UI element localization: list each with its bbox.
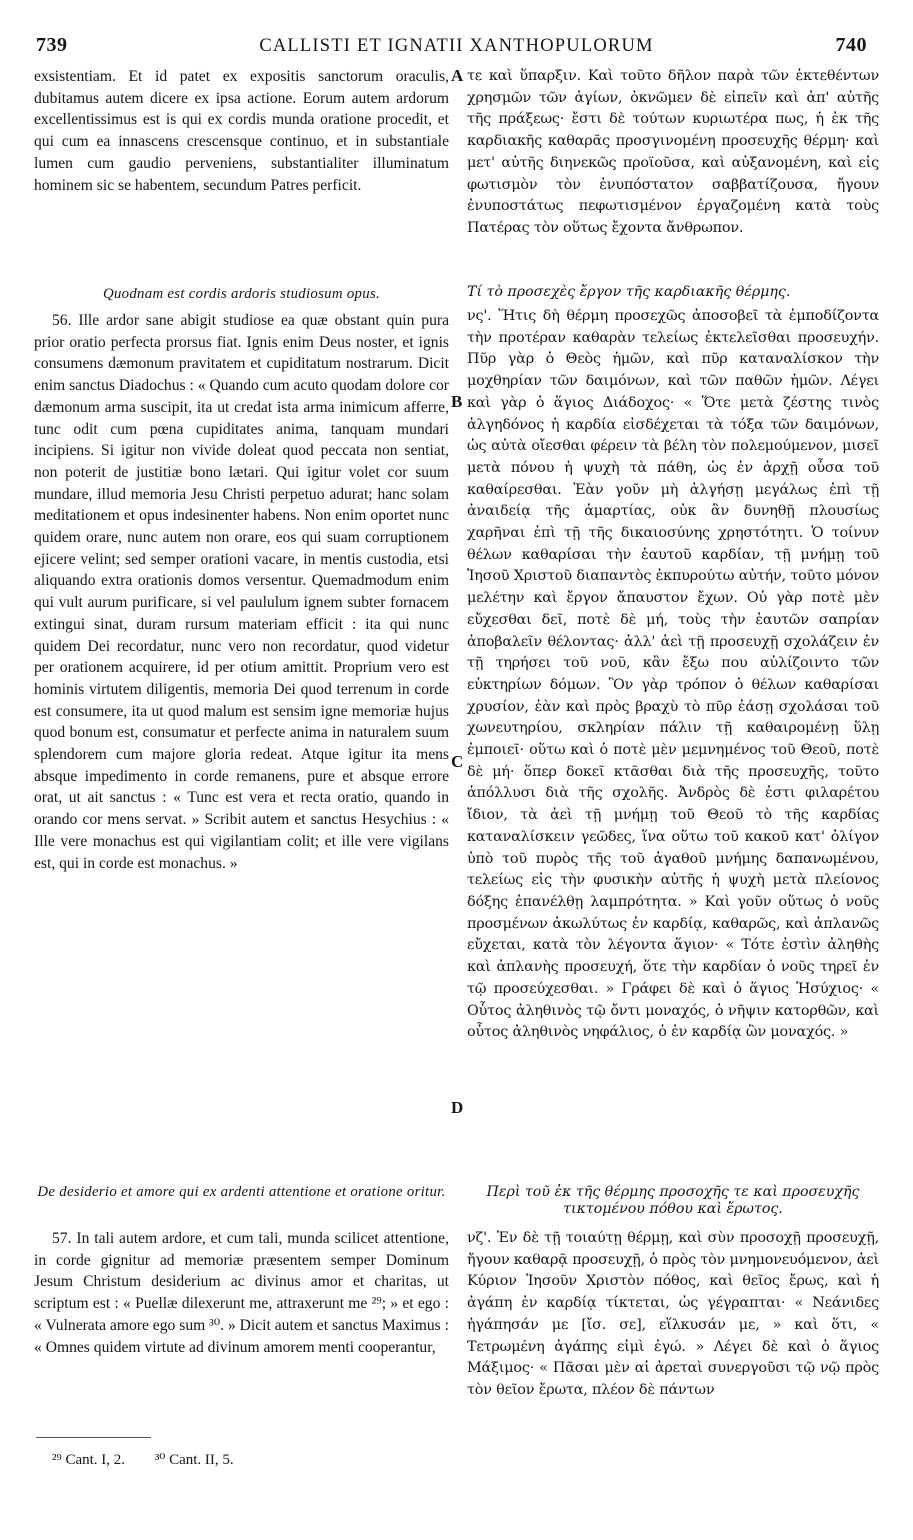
latin-paragraph-55-end: exsistentiam. Et id patet ex expositis sanctorum oraculis, dubitamus autem dicere ex ipsa actione. Eorum autem ardorum excellentissimus est is qui ex cordis munda oratione procedit, et qui cum ea innascens crescensque continuo, et in substantiale lumen cum gaudio perveniens, substantialiter illuminatum hominem sic se habentem, secundum Patres perficit. xyxy=(34,68,449,194)
latin-paragraph-57: 57. In tali autem ardore, et cum tali, munda scilicet attentione, in corde gignitur ad memoriæ præsentem semper Dominum Jesum Christum desiderium ac divinus amor et charitas, ut scriptum est : « Puellæ dilexerunt me, attraxerunt me ²⁹; » et ego : « Vulnerata amore ego sum ³⁰. » Dicit autem et sanctus Maximus : « Omnes quidem virtute ad divinum amorem menti cooperantur, xyxy=(34,1230,449,1356)
greek-heading-57: Περὶ τοῦ ἐκ τῆς θέρμης προσοχῆς τε καὶ προσευχῆς τικτομένου πόθου καὶ ἔρωτος. xyxy=(486,1184,860,1217)
margin-letter-d: D xyxy=(451,1098,464,1117)
running-head xyxy=(0,34,913,58)
latin-heading-57: De desiderio et amore qui ex ardenti attentione et oratione oritur. xyxy=(37,1184,446,1200)
page-number-left: 739 xyxy=(36,34,68,56)
footnote-30: ³⁰ Cant. II, 5. xyxy=(154,1452,234,1468)
footnote-rule xyxy=(36,1437,151,1438)
footnote-29: ²⁹ Cant. I, 2. xyxy=(52,1452,126,1468)
latin-paragraph-56: 56. Ille ardor sane abigit studiose ea quæ obstant quin pura prior oratio perfecta prorsus fiat. Ignis enim Deus noster, et ignis consumens dæmonum pravitatem et cupiditatum nostrarum. Dicit enim sanctus Diadochus : « Quando cum acuto quodam dolore cor dæmonum arma suscipit, ita ut credat ista arma inimicum afferre, tunc odit cum pœna cupiditates anima, tanquam mundari incipiens. Si igitur non vivide doleat quod peccata non sentiat, non poterit de justitiæ bono lætari. Qui igitur volet cor suum mundare, illud memoria Jesu Christi perpetuo adurat; hanc solam meditationem et opus indesinenter habens. Non enim oportet nunc quidem orare, nunc autem non orare, eos qui suam corruptionem ejicere velint; sed semper orationi vacare, in mentis custodia, etsi aliquando extra orationis domos versentur. Quemadmodum enim qui vult aurum purificare, si vel paululum ignem subter fornacem extingui sinat, duram rursum materiam efficit : ita qui nunc quidem Dei recordatur, nunc vero non recordatur, quod videtur per orationem acquirere, id per otium amittit. Proprium vero est hominis virtutem diligentis, memoria Dei quod terrenum in corde est consumere, ita ut quod malum est sensim igne memoriæ hujus quod bonum est, consumatur et perfecte anima in naturalem suum splendorem cum majore gloria redeat. Atque igitur ita mens absque impedimento in corde remanens, pure et absque errore orat, ut ait sanctus : « Tunc est vera et recta oratio, quando in orando cor mens servat. » Scribit autem et sanctus Hesychius : « Ille vere monachus est qui vigilantiam colit; et ille vere vigilans est, qui in corde est monachus. » xyxy=(34,312,449,872)
margin-letter-a: A xyxy=(451,66,464,85)
margin-letter-b: B xyxy=(451,392,463,411)
greek-heading-56: Τί τὸ προσεχὲς ἔργον τῆς καρδιακῆς θέρμης. xyxy=(467,284,791,300)
greek-paragraph-57: νζ'. Ἐν δὲ τῇ τοιαύτῃ θέρμῃ, καὶ σὺν προσοχῇ προσευχῇ, ἤγουν καθαρᾷ προσευχῇ, ὁ πρὸς τὸν μνημονευόμενον, ἀεὶ Κύριον Ἰησοῦν Χριστὸν πόθος, καὶ θεῖος ἔρως, καὶ ἡ ἀγάπη ἐν καρδίᾳ τίκτεται, ὡς γέγραπται· « Νεάνιδες ἠγάπησάν με [ἴσ. σε], εἵλκυσάν με, » καὶ ὅτι, « Τετρωμένη ἀγάπης εἰμὶ ἐγώ. » Λέγει δὲ καὶ ὁ ἅγιος Μάξιμος· « Πᾶσαι μὲν αἱ ἀρεταὶ συνεργοῦσι τῷ νῷ πρὸς τὸν θεῖον ἔρωτα, πλέον δὲ πάντων xyxy=(467,1230,879,1398)
greek-paragraph-55-end: τε καὶ ὕπαρξιν. Καὶ τοῦτο δῆλον παρὰ τῶν ἐκτεθέντων χρησμῶν τῶν ἁγίων, ὀκνῶμεν δὲ εἰπεῖν καὶ ἀπ' αὐτῆς τῆς πράξεως· ἔστι δὲ τούτων κυριωτέρα πως, ἡ ἐκ τῆς καρδιακῆς καθαρᾶς προσγινομένη προσευχῆς θέρμη· καὶ μετ' αὐτῆς διηνεκῶς προϊοῦσα, καὶ αὐξανομένη, καὶ εἰς φωτισμὸν τὸν ἐνυπόστατον σαββατίζουσα, ἤγουν ἐνυποστάτως πεφωτισμένον ἐργαζομένη κατὰ τοὺς Πατέρας τὸν οὕτως ἔχοντα ἄνθρωπον. xyxy=(467,68,879,236)
page-number-right: 740 xyxy=(835,34,867,56)
running-title: CALLISTI ET IGNATII XANTHOPULORUM xyxy=(259,36,654,56)
margin-letter-c: C xyxy=(451,752,464,771)
footnotes xyxy=(52,1450,260,1469)
latin-heading-56: Quodnam est cordis ardoris studiosum opus. xyxy=(102,286,381,302)
greek-paragraph-56: νς'. Ἥτις δὴ θέρμη προσεχῶς ἀποσοβεῖ τὰ ἐμποδίζοντα τὴν προτέραν καθαρὰν τελείως ἐκτελεῖσθαι προσευχήν. Πῦρ γὰρ ὁ Θεὸς ἡμῶν, καὶ πῦρ καταναλίσκον τὴν μοχθηρίαν τῶν δαιμόνων, καὶ τῶν παθῶν ἡμῶν. Λέγει καὶ γὰρ ὁ ἅγιος Διάδοχος· « Ὅτε μετὰ ζέστης τινὸς ἀλγηδόνος ἡ καρδία εἰσδέχεται τὰ τόξα τῶν δαιμόνων, ὡς αὐτὰ οἴεσθαι φέρειν τὰ βέλη τὸν πολεμούμενον, μισεῖ μετὰ πόνου ἡ ψυχὴ τὰ πάθη, ὡς ἐν ἀρχῇ οὖσα τοῦ καθαίρεσθαι. Ἐὰν γοῦν μὴ ἀλγήσῃ μεγάλως ἐπὶ τῇ ἀναιδείᾳ τῆς ἁμαρτίας, οὐκ ἂν δυνηθῇ πλουσίως χαρῆναι ἐπὶ τῇ τῆς δικαιοσύνης χρηστότητι. Ὁ τοίνυν θέλων καθαρίσαι τὴν ἑαυτοῦ καρδίαν, τῇ μνήμῃ τοῦ Ἰησοῦ Χριστοῦ διαπαντὸς ἐκπυρούτω αὐτήν, τοῦτο μόνον μελέτην καὶ ἔργον ἄπαυστον ἔχων. Οὐ γὰρ ποτὲ μὲν εὔχεσθαι δεῖ, ποτὲ δὲ μή, τοὺς τὴν ἑαυτῶν σαπρίαν ἀποβαλεῖν θέλοντας· ἀλλ' ἀεὶ τῇ προσευχῇ σχολάζειν ἐν τῇ τηρήσει τοῦ νοῦ, κἂν ἔξω που αὐλίζοιντο τῶν εὐκτηρίων δόμων. Ὃν γὰρ τρόπον ὁ θέλων καθαρίσαι χρυσίον, ἐὰν καὶ πρὸς βραχὺ τὸ πῦρ ἐάσῃ σχολάσαι τοῦ χωνευτηρίου, σκληρίαν πάλιν τῇ καθαιρομένῃ ὕλῃ ἐμποιεῖ· οὕτω καὶ ὁ ποτὲ μὲν μεμνημένος τοῦ Θεοῦ, ποτὲ δὲ μή· ὅπερ δοκεῖ κτᾶσθαι διὰ τῆς προσευχῆς, τοῦτο ἀπόλλυσι διὰ τῆς σχολῆς. Ἀνδρὸς δὲ ἐστι φιλαρέτου ἴδιον, τὰ ἀεὶ τῇ μνήμῃ τοῦ Θεοῦ τὸ τῆς καρδίας καταναλίσκειν γεῶδες, ἵνα οὕτω τοῦ κακοῦ κατ' ὀλίγον ὑπὸ τοῦ πυρὸς τῆς τοῦ ἀγαθοῦ μνήμης δαπανωμένου, τελείως εἰς τὴν φυσικὴν αὐτῆς ἡ ψυχὴ μετὰ πλείονος δόξης ἐπανέλθῃ λαμπρότητα. » Καὶ γοῦν οὕτως ὁ νοῦς προσμένων ἀκωλύτως ἐν καρδίᾳ, καθαρῶς, καὶ ἀπλανῶς εὔχεται, κατὰ τὸν λέγοντα ἅγιον· « Τότε ἐστὶν ἀληθὴς καὶ ἀπλανὴς προσευχή, ὅτε τὴν καρδίαν ὁ νοῦς τηρεῖ ἐν τῷ προσεύχεσθαι. » Γράφει δὲ καὶ ὁ ἅγιος Ἡσύχιος· « Οὗτος ἀληθινὸς τῷ ὄντι μοναχός, ὁ νῆψιν κατορθῶν, καὶ οὗτος ἀληθινὸς νηφάλιος, ὁ ἐν καρδίᾳ ὢν μοναχός. » xyxy=(467,308,879,1041)
